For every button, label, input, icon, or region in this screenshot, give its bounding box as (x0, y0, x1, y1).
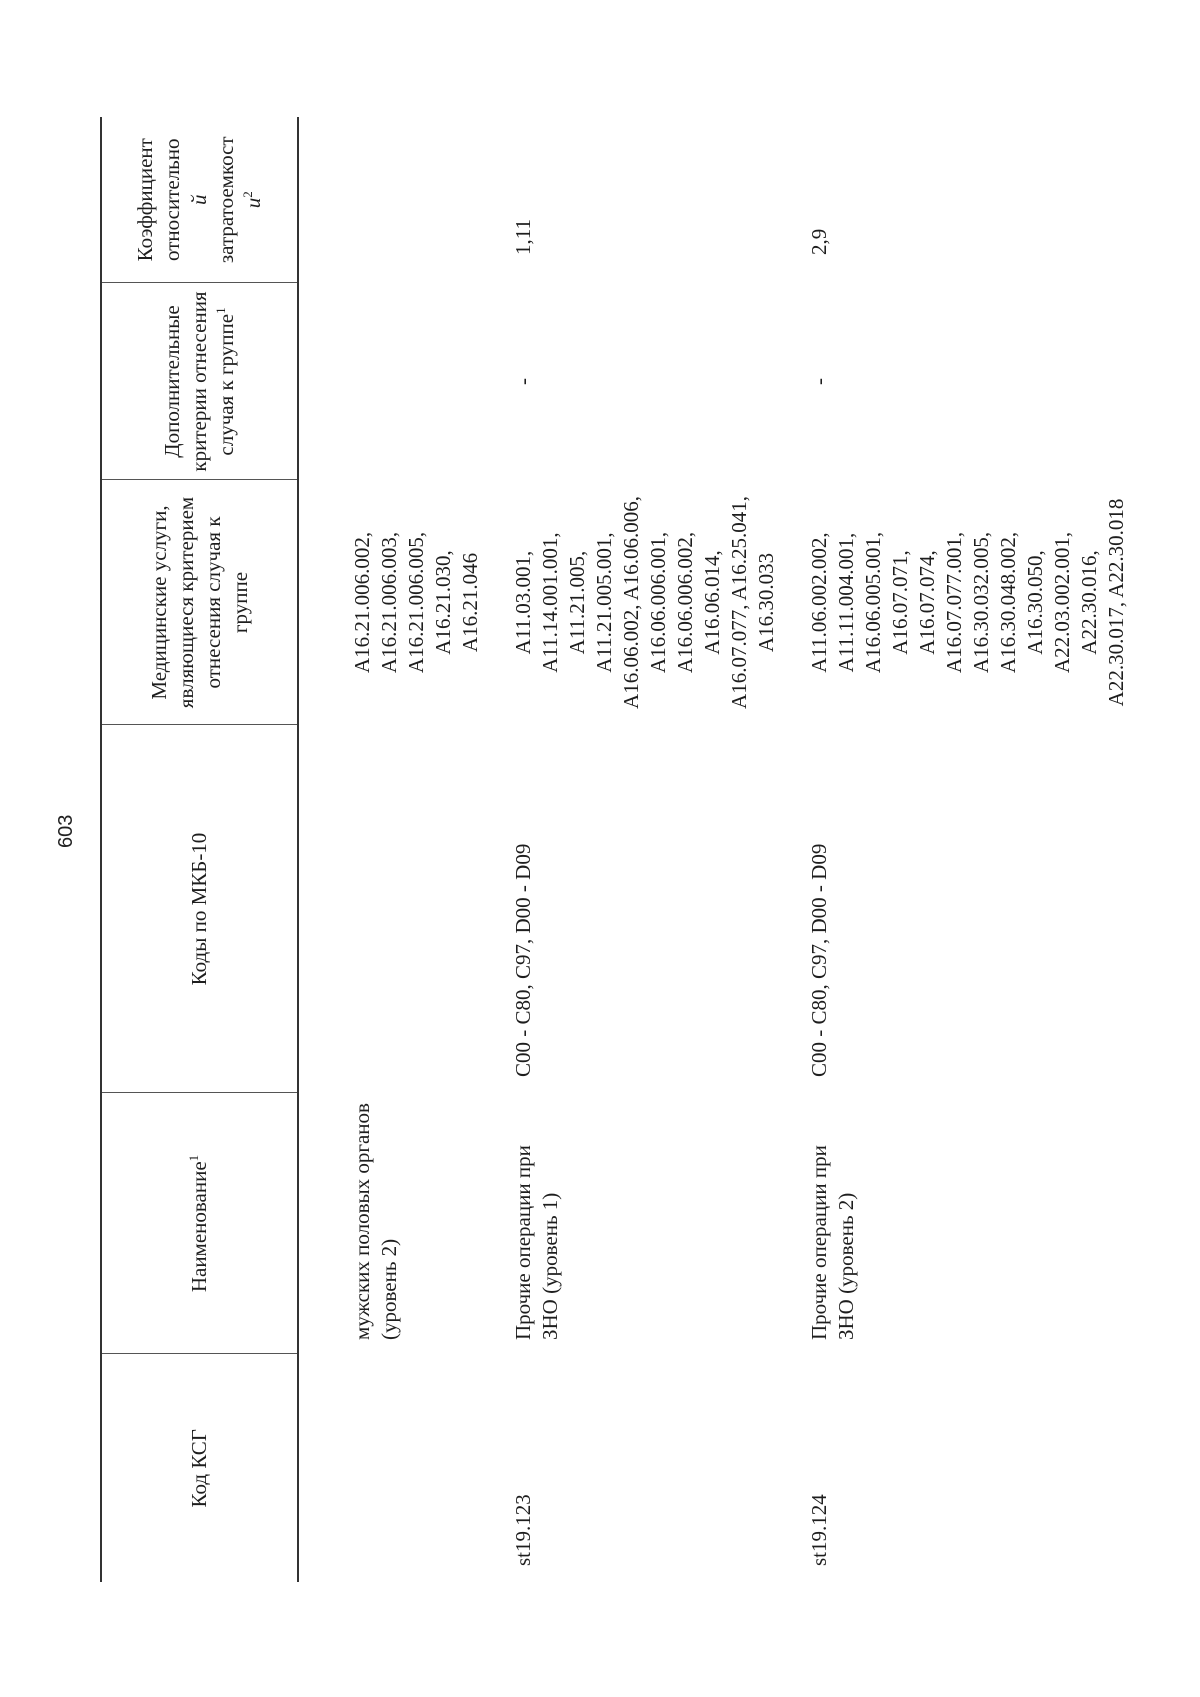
cell-name: Прочие операции при ЗНО (уровень 1) (511, 1145, 562, 1340)
header-coef-footnote: 2 (240, 191, 255, 198)
header-code: Код КСГ (101, 1354, 298, 1582)
rotated-page (55, 117, 1128, 1582)
cell-mkb: C00 - C80, C97, D00 - D09 (807, 843, 831, 1077)
cell-coef: 2,9 (807, 228, 831, 255)
cell-mkb: C00 - C80, C97, D00 - D09 (511, 843, 535, 1077)
cell-services: A11.03.001, A11.14.001.001, A11.21.005, A11.21.005.001, A16.06.002, A16.06.006, A16.06.006.001, A16.06.006.002, A16.06.014, A16.07.077, A16.25.041, A16.30.033 (511, 496, 778, 709)
cell-code: st19.123 (511, 1494, 535, 1566)
header-name-footnote: 1 (186, 1154, 201, 1162)
table-header-row (101, 117, 298, 1582)
cell-criteria: - (511, 378, 535, 385)
header-criteria: Дополнительные критерии отнесения случая к группе$^1$ (101, 283, 298, 480)
ksg-table (100, 117, 1134, 1582)
cell-name: Прочие операции при ЗНО (уровень 2) (807, 1145, 858, 1340)
cell-coef (298, 117, 488, 283)
cell-code: st19.124 (807, 1494, 831, 1566)
cell-criteria: - (807, 378, 831, 385)
table-row (784, 117, 1134, 1582)
cell-name: мужских половых органов (уровень 2) (350, 1103, 401, 1340)
header-coef: Коэффициент относительно й затратоемкост $и^2$ (101, 117, 298, 283)
header-name: Наименование$^1$ (101, 1093, 298, 1354)
cell-services: A11.06.002.002, A11.11.004.001, A16.06.005.001, A16.07.071, A16.07.074, A16.07.077.001, A16.30.032.005, A16.30.048.002, A16.30.050, A22.03.002.001, A22.30.016, A22.30.017, A22.30.018 (807, 498, 1128, 707)
cell-code (298, 1354, 488, 1582)
table-row (298, 117, 488, 1582)
cell-criteria (298, 283, 488, 480)
cell-services: A16.21.006.002, A16.21.006.003, A16.21.006.005, A16.21.030, A16.21.046 (350, 531, 482, 674)
page-number: 603 (55, 814, 77, 848)
cell-mkb (298, 725, 488, 1093)
cell-coef: 1,11 (511, 219, 535, 255)
header-criteria-footnote: 1 (213, 307, 228, 314)
header-mkb: Коды по МКБ-10 (101, 725, 298, 1093)
header-services: Медицинские услуги, являющиеся критерием отнесения случая к группе (101, 480, 298, 725)
table-row (488, 117, 784, 1582)
